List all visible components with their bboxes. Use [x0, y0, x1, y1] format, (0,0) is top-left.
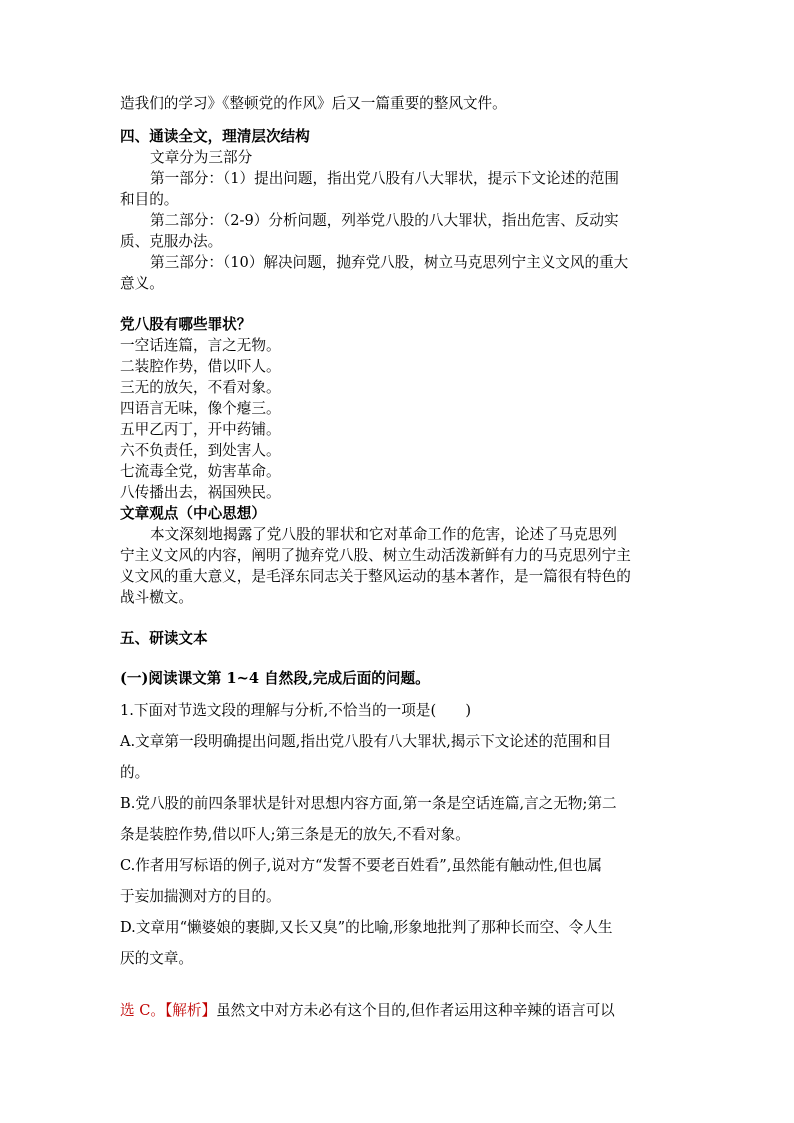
- crime-item: 八传播出去，祸国殃民。: [120, 484, 281, 501]
- viewpoint-line: 本文深刻地揭露了党八股的罪状和它对革命工作的危害，论述了马克思列: [150, 526, 618, 543]
- answer-tag: 【解析】: [165, 1002, 217, 1019]
- answer-line: [120, 1000, 615, 1021]
- part-3-line-2: 意义。: [120, 275, 164, 292]
- part-1-line-2: 和目的。: [120, 191, 179, 208]
- option-a-line-2: 的。: [120, 764, 150, 781]
- crime-item: 六不负责任，到处害人。: [120, 442, 281, 459]
- section-4-intro: 文章分为三部分: [150, 149, 253, 166]
- option-a-line-1: A.文章第一段明确提出问题,指出党八股有八大罪状,揭示下文论述的范围和目: [120, 733, 612, 750]
- option-c-line-1: C.作者用写标语的例子,说对方“发誓不要老百姓看”,虽然能有触动性,但也属: [120, 857, 602, 874]
- part-2-line-2: 质、克服办法。: [120, 233, 223, 250]
- crime-item: 三无的放矢，不看对象。: [120, 379, 281, 396]
- question-1: 1.下面对节选文段的理解与分析,不恰当的一项是( ): [120, 702, 472, 719]
- viewpoint-line: 战斗檄文。: [120, 589, 193, 606]
- section-4-heading: 四、通读全文，理清层次结构: [120, 128, 310, 145]
- viewpoint-heading: 文章观点（中心思想）: [120, 505, 266, 522]
- viewpoint-line: 义文风的重大意义，是毛泽东同志关于整风运动的基本著作，是一篇很有特色的: [120, 568, 631, 585]
- option-d-line-1: D.文章用“懒婆娘的裹脚,又长又臭”的比喻,形象地批判了那种长而空、令人生: [120, 919, 613, 936]
- crime-item: 一空话连篇，言之无物。: [120, 337, 281, 354]
- option-b-line-1: B.党八股的前四条罪状是针对思想内容方面,第一条是空话连篇,言之无物;第二: [120, 795, 617, 812]
- crimes-heading: 党八股有哪些罪状？: [120, 316, 252, 333]
- answer-explanation: 虽然文中对方未必有这个目的,但作者运用这种辛辣的语言可以: [216, 1002, 615, 1019]
- part-2-line-1: 第二部分：（2-9）分析问题，列举党八股的八大罪状，指出危害、反动实: [150, 212, 619, 229]
- crime-item: 七流毒全党，妨害革命。: [120, 463, 281, 480]
- answer-choice: 选 C。: [120, 1002, 165, 1019]
- crime-item: 二装腔作势，借以吓人。: [120, 358, 281, 375]
- part-1-line-1: 第一部分：（1）提出问题，指出党八股有八大罪状，提示下文论述的范围: [150, 170, 619, 187]
- viewpoint-line: 宁主义文风的内容，阐明了抛弃党八股、树立生动活泼新鲜有力的马克思列宁主: [120, 547, 631, 564]
- option-b-line-2: 条是装腔作势,借以吓人;第三条是无的放矢,不看对象。: [120, 826, 470, 843]
- subsection-1-heading: (一)阅读课文第 1~4 自然段,完成后面的问题。: [120, 670, 430, 687]
- crime-item: 四语言无味，像个瘪三。: [120, 400, 281, 417]
- section-5-heading: 五、研读文本: [120, 630, 208, 647]
- option-d-line-2: 厌的文章。: [120, 950, 193, 967]
- continued-line: 造我们的学习》《整顿党的作风》后又一篇重要的整风文件。: [120, 95, 507, 112]
- crime-item: 五甲乙丙丁，开中药铺。: [120, 421, 281, 438]
- option-c-line-2: 于妄加揣测对方的目的。: [120, 888, 281, 905]
- part-3-line-1: 第三部分：（10）解决问题，抛弃党八股，树立马克思列宁主义文风的重大: [150, 254, 629, 271]
